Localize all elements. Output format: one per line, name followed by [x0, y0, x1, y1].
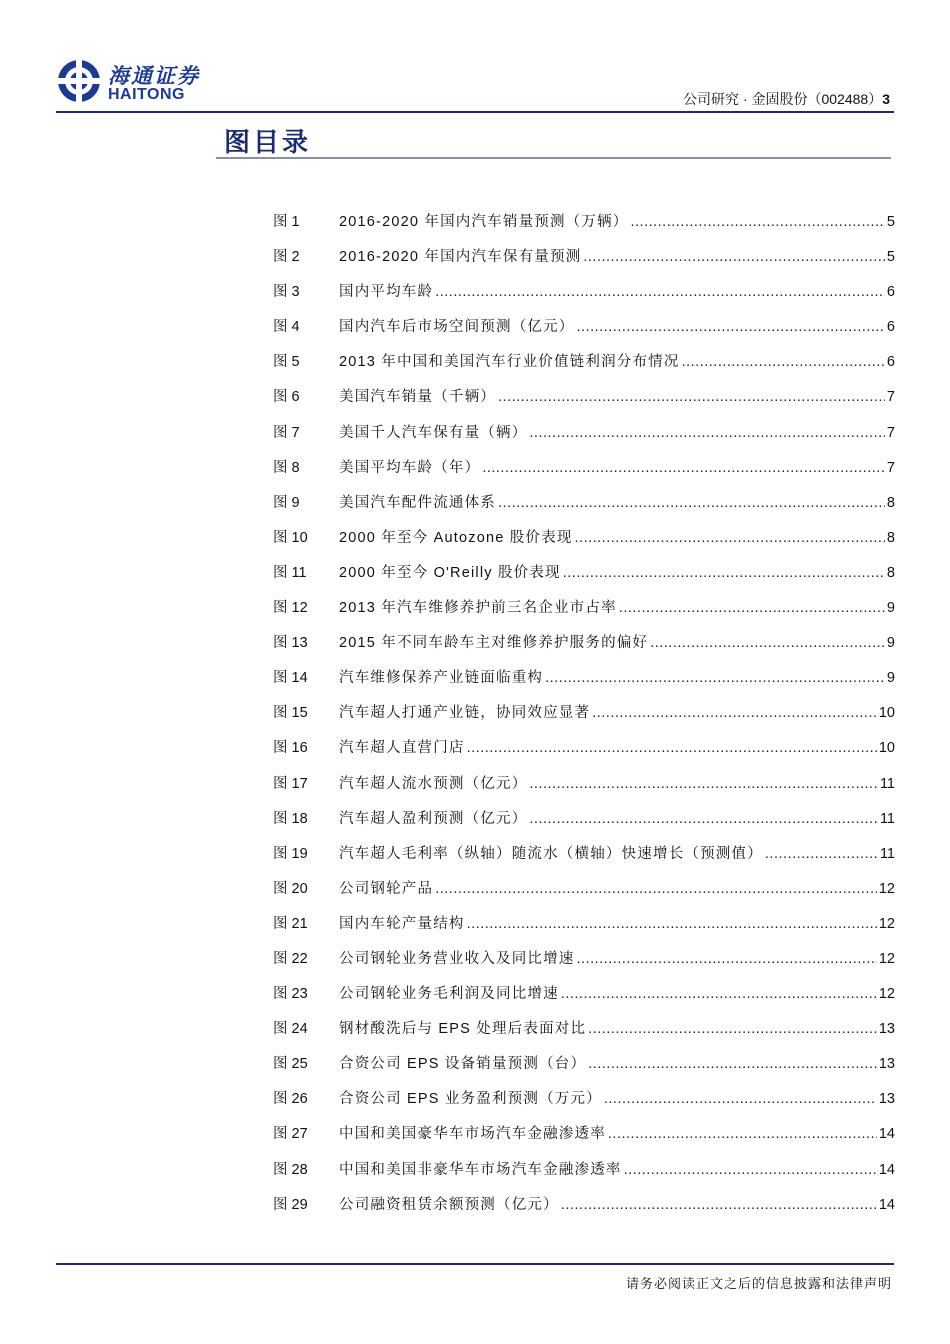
toc-figure-title: 国内平均车龄	[339, 284, 434, 301]
toc-entry[interactable]	[273, 844, 895, 879]
toc-page-number: 13	[878, 1021, 895, 1038]
toc-figure-title: 2016-2020 年国内汽车销量预测（万辆）	[339, 214, 629, 230]
toc-dot-leader	[467, 914, 877, 934]
toc-page-number: 5	[886, 249, 895, 266]
toc-figure-number: 图 4	[273, 319, 300, 336]
toc-figure-number: 图 24	[273, 1021, 308, 1038]
toc-figure-number: 图 10	[273, 529, 308, 546]
toc-figure-number: 图 12	[273, 600, 308, 617]
toc-figure-number: 图 2	[273, 249, 300, 266]
toc-figure-number: 图 7	[273, 424, 300, 441]
toc-page-number: 14	[878, 1161, 895, 1178]
toc-figure-title: 合资公司 EPS 设备销量预测（台）	[339, 1056, 587, 1073]
haitong-logo-icon	[56, 58, 102, 104]
toc-figure-number: 图 21	[273, 915, 308, 932]
toc-entry[interactable]	[273, 387, 895, 422]
toc-page-number: 12	[878, 880, 895, 897]
toc-dot-leader	[561, 1195, 877, 1215]
toc-page-number: 12	[878, 915, 895, 932]
doc-ref-text: 公司研究 · 金固股份（002488）	[683, 91, 883, 107]
toc-page-number: 11	[879, 810, 895, 827]
toc-entry[interactable]	[273, 914, 895, 949]
toc-figure-title: 2013 年中国和美国汽车行业价值链利润分布情况	[339, 354, 680, 371]
toc-figure-title: 2000 年至今 O'Reilly 股价表现	[339, 564, 561, 581]
toc-dot-leader	[467, 738, 877, 758]
toc-dot-leader	[577, 317, 885, 337]
toc-dot-leader	[482, 458, 885, 478]
toc-figure-title: 汽车超人直营门店	[339, 740, 465, 757]
toc-figure-number: 图 19	[273, 845, 308, 862]
toc-figure-number: 图 20	[273, 880, 308, 897]
toc-entry[interactable]	[273, 1054, 895, 1089]
toc-page-number: 8	[886, 529, 895, 546]
toc-entry[interactable]	[273, 1124, 895, 1159]
toc-dot-leader	[588, 1019, 877, 1039]
toc-page-number: 6	[886, 354, 895, 371]
toc-dot-leader	[604, 1089, 877, 1109]
toc-figure-title: 美国汽车销量（千辆）	[339, 389, 496, 406]
toc-dot-leader	[592, 703, 877, 723]
toc-figure-title: 公司钢轮业务营业收入及同比增速	[339, 950, 575, 967]
toc-figure-title: 钢材酸洗后与 EPS 处理后表面对比	[339, 1021, 587, 1038]
toc-entry[interactable]	[273, 458, 895, 493]
toc-page-number: 13	[878, 1091, 895, 1108]
header-doc-reference	[683, 89, 890, 109]
logo-english-name: HAITONG	[108, 86, 185, 103]
toc-entry[interactable]	[273, 1089, 895, 1124]
toc-page-number: 8	[886, 494, 895, 511]
toc-dot-leader	[619, 598, 885, 618]
toc-dot-leader	[588, 1054, 877, 1074]
toc-figure-title: 2000 年至今 Autozone 股价表现	[339, 529, 573, 546]
toc-figure-number: 图 1	[273, 214, 300, 230]
toc-figure-number: 图 18	[273, 810, 308, 827]
toc-figure-number: 图 26	[273, 1091, 308, 1108]
toc-dot-leader	[563, 563, 885, 583]
toc-dot-leader	[529, 423, 885, 443]
toc-figure-title: 2016-2020 年国内汽车保有量预测	[339, 249, 582, 266]
toc-figure-number: 图 27	[273, 1126, 308, 1143]
toc-entry[interactable]	[273, 598, 895, 633]
toc-dot-leader	[435, 879, 877, 899]
toc-page-number: 8	[886, 564, 895, 581]
toc-dot-leader	[624, 1160, 877, 1180]
toc-figure-number: 图 16	[273, 740, 308, 757]
toc-dot-leader	[577, 949, 877, 969]
toc-figure-title: 2015 年不同车龄车主对维修养护服务的偏好	[339, 635, 649, 652]
toc-page-number: 12	[878, 986, 895, 1003]
toc-entry[interactable]	[273, 809, 895, 844]
header-divider	[56, 111, 894, 113]
toc-entry[interactable]	[273, 703, 895, 738]
toc-page-number: 7	[886, 389, 895, 406]
toc-entry[interactable]	[273, 774, 895, 809]
toc-page-number: 10	[878, 705, 895, 722]
toc-dot-leader	[529, 809, 878, 829]
footer-divider	[56, 1263, 894, 1265]
toc-page-number: 9	[886, 635, 895, 652]
toc-figure-number: 图 22	[273, 950, 308, 967]
toc-figure-number: 图 28	[273, 1161, 308, 1178]
toc-entry[interactable]	[273, 282, 895, 317]
toc-entry[interactable]	[273, 1019, 895, 1054]
toc-figure-number: 图 14	[273, 670, 308, 687]
toc-dot-leader	[630, 212, 884, 232]
toc-page-number: 9	[886, 670, 895, 687]
toc-entry[interactable]	[273, 984, 895, 1019]
toc-dot-leader	[575, 528, 885, 548]
toc-figure-title: 美国汽车配件流通体系	[339, 494, 496, 511]
toc-figure-number: 图 11	[273, 564, 307, 581]
toc-dot-leader	[498, 493, 885, 513]
toc-page-number: 14	[878, 1196, 895, 1213]
toc-figure-title: 美国千人汽车保有量（辆）	[339, 424, 528, 441]
toc-entry[interactable]	[273, 247, 895, 282]
company-logo	[56, 58, 226, 108]
footer-disclaimer: 请务必阅读正文之后的信息披露和法律声明	[625, 1276, 892, 1291]
page-number: 3	[882, 91, 890, 107]
toc-figure-number: 图 29	[273, 1196, 308, 1213]
toc-figure-number: 图 23	[273, 986, 308, 1003]
toc-figure-title: 国内汽车后市场空间预测（亿元）	[339, 319, 575, 336]
toc-figure-title: 汽车超人流水预测（亿元）	[339, 775, 528, 792]
toc-page-number: 6	[886, 319, 895, 336]
toc-entry[interactable]	[273, 949, 895, 984]
toc-entry[interactable]	[273, 633, 895, 668]
toc-figure-title: 汽车超人毛利率（纵轴）随流水（横轴）快速增长（预测值）	[339, 845, 763, 862]
toc-figure-title: 中国和美国非豪华车市场汽车金融渗透率	[339, 1161, 622, 1178]
toc-dot-leader	[545, 668, 885, 688]
toc-dot-leader	[561, 984, 877, 1004]
section-title-rule	[216, 157, 891, 159]
toc-page-number: 7	[886, 459, 895, 476]
logo-chinese-name: 海通证券	[108, 65, 200, 88]
toc-dot-leader	[498, 387, 885, 407]
section-title: 图目录	[224, 127, 312, 157]
figure-list	[273, 212, 895, 1230]
toc-figure-title: 汽车超人盈利预测（亿元）	[339, 810, 528, 827]
toc-entry[interactable]	[273, 668, 895, 703]
toc-page-number: 14	[878, 1126, 895, 1143]
toc-figure-title: 汽车超人打通产业链，协同效应显著	[339, 705, 591, 722]
toc-page-number: 9	[886, 600, 895, 617]
toc-dot-leader	[529, 774, 878, 794]
toc-dot-leader	[435, 282, 885, 302]
toc-figure-title: 公司钢轮业务毛利润及同比增速	[339, 986, 559, 1003]
toc-entry[interactable]	[273, 879, 895, 914]
toc-page-number: 11	[879, 775, 895, 792]
toc-page-number: 7	[886, 424, 895, 441]
toc-entry[interactable]	[273, 1160, 895, 1195]
toc-dot-leader	[682, 352, 885, 372]
toc-figure-title: 公司融资租赁余额预测（亿元）	[339, 1196, 559, 1213]
toc-page-number: 12	[878, 950, 895, 967]
toc-page-number: 5	[886, 214, 895, 230]
toc-page-number: 6	[886, 284, 895, 301]
toc-figure-number: 图 17	[273, 775, 308, 792]
toc-figure-title: 中国和美国豪华车市场汽车金融渗透率	[339, 1126, 606, 1143]
toc-dot-leader	[583, 247, 885, 267]
toc-figure-title: 2013 年汽车维修养护前三名企业市占率	[339, 600, 617, 617]
toc-figure-number: 图 13	[273, 635, 308, 652]
toc-page-number: 11	[879, 845, 895, 862]
toc-figure-number: 图 25	[273, 1056, 308, 1073]
toc-entry[interactable]	[273, 212, 895, 247]
toc-figure-number: 图 5	[273, 354, 300, 371]
toc-dot-leader	[650, 633, 885, 653]
toc-page-number: 10	[878, 740, 895, 757]
toc-dot-leader	[765, 844, 878, 864]
toc-entry[interactable]	[273, 1195, 895, 1230]
toc-entry[interactable]	[273, 738, 895, 773]
toc-entry[interactable]	[273, 423, 895, 458]
toc-page-number: 13	[878, 1056, 895, 1073]
toc-figure-number: 图 6	[273, 389, 300, 406]
toc-dot-leader	[608, 1124, 877, 1144]
toc-entry[interactable]	[273, 493, 895, 528]
toc-entry[interactable]	[273, 317, 895, 352]
toc-figure-title: 合资公司 EPS 业务盈利预测（万元）	[339, 1091, 602, 1108]
toc-figure-title: 公司钢轮产品	[339, 880, 434, 897]
toc-entry[interactable]	[273, 352, 895, 387]
toc-figure-number: 图 9	[273, 494, 300, 511]
toc-figure-number: 图 3	[273, 284, 300, 301]
toc-figure-title: 美国平均车龄（年）	[339, 459, 481, 476]
toc-figure-number: 图 8	[273, 459, 300, 476]
toc-figure-title: 汽车维修保养产业链面临重构	[339, 670, 544, 687]
toc-entry[interactable]	[273, 528, 895, 563]
toc-figure-title: 国内车轮产量结构	[339, 915, 465, 932]
toc-figure-number: 图 15	[273, 705, 308, 722]
toc-entry[interactable]	[273, 563, 895, 598]
